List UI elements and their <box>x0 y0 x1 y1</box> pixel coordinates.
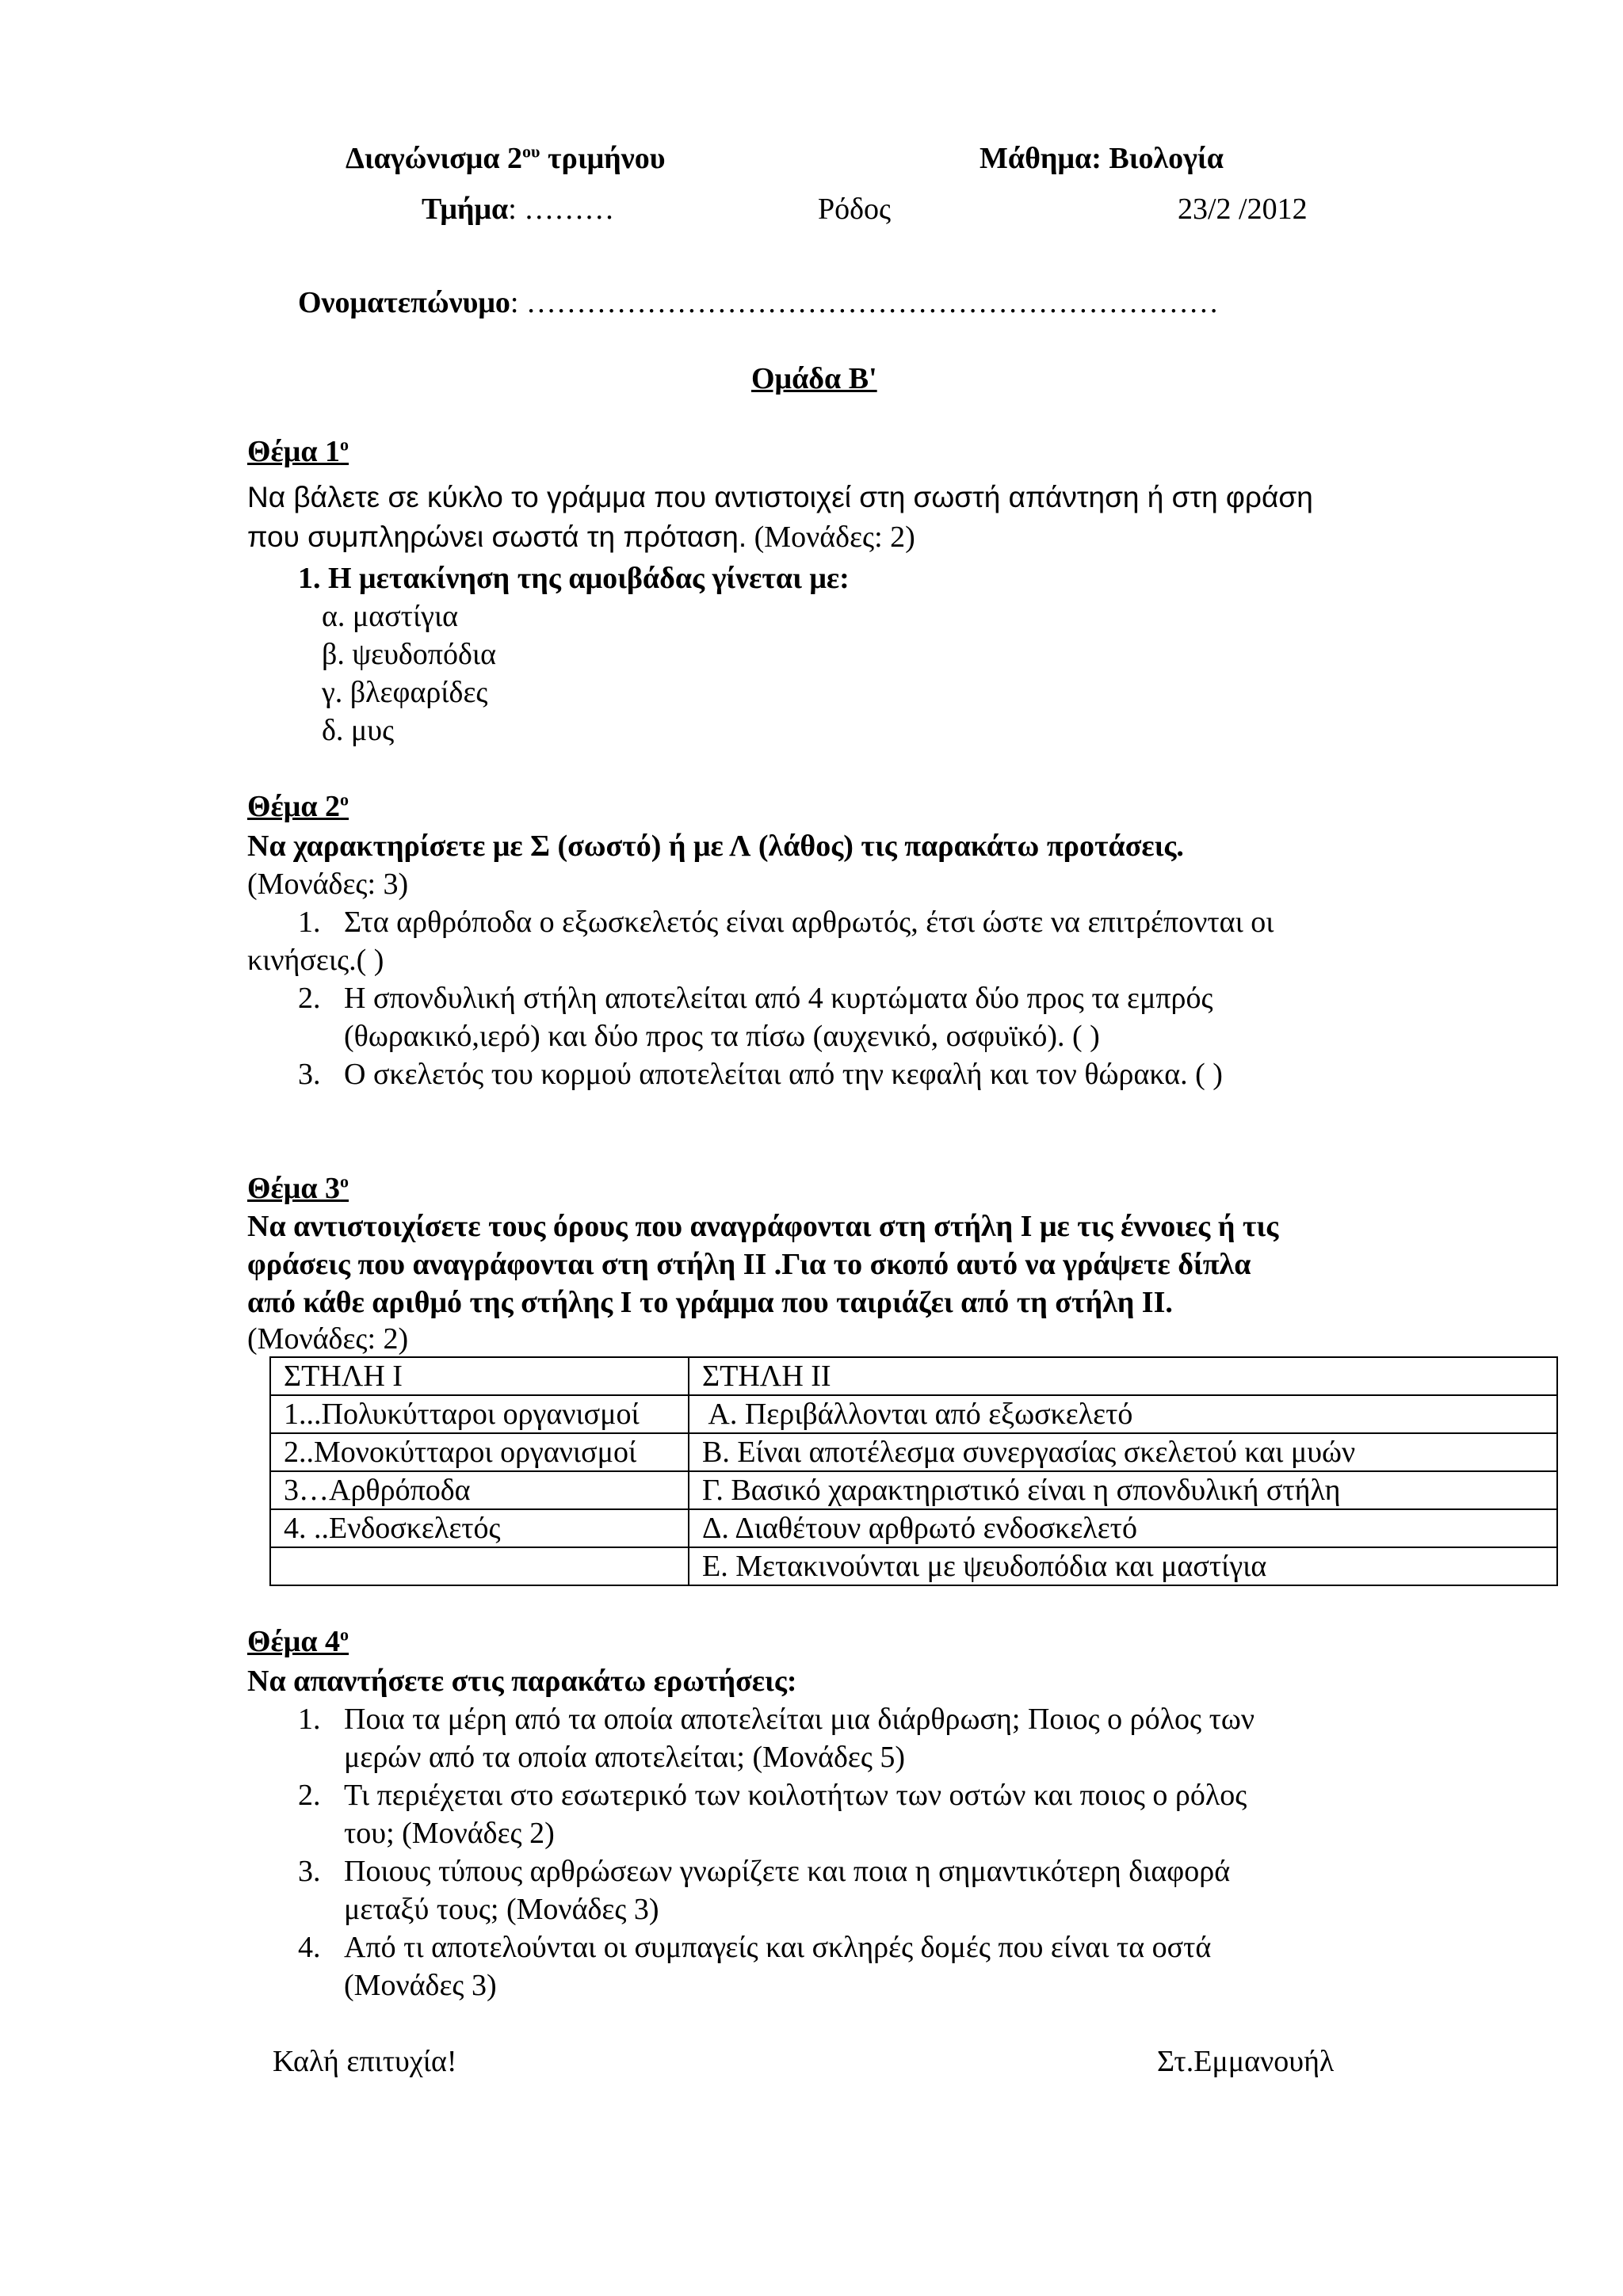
theme-4-item-4-line2: (Μονάδες 3) <box>344 1969 497 2002</box>
theme-4-item-3-num: 3. <box>298 1855 321 1888</box>
subject-label: Μάθημα: Βιολογία <box>980 142 1224 175</box>
table-cell: 4. ..Ενδοσκελετός <box>270 1509 689 1547</box>
table-row <box>270 1433 1557 1471</box>
theme-2-item-2-line1: Η σπονδυλική στήλη αποτελείται από 4 κυρτώματα δύο προς τα εμπρός <box>344 982 1213 1015</box>
table-cell: Γ. Βασικό χαρακτηριστικό είναι η σπονδυλική στήλη <box>689 1471 1557 1509</box>
theme-3-title: Θέμα $3^o$ <box>247 1171 349 1205</box>
place-label: Ρόδος <box>818 193 892 226</box>
theme-2-item-1-line2: κινήσεις.( ) <box>247 944 384 977</box>
theme-3-points: (Μονάδες: 2) <box>247 1322 409 1356</box>
theme-2-item-2-line2: (θωρακικό,ιερό) και δύο προς τα πίσω (αυχενικό, οσφυϊκό). ( ) <box>344 1020 1100 1053</box>
theme-1-question: 1. Η μετακίνηση της αμοιβάδας γίνεται με: <box>298 562 850 595</box>
theme-2-item-1-num: 1. <box>298 906 321 939</box>
theme-3-instruction-line3: από κάθε αριθμό της στήλης Ι το γράμμα που ταιριάζει από τη στήλη ΙΙ. <box>247 1286 1173 1319</box>
theme-4-item-2-line2: του; (Μονάδες 2) <box>344 1817 555 1850</box>
theme-4-title: Θέμα $4^o$ <box>247 1624 349 1658</box>
name-field: Ονοματεπώνυμο: …………………………………………………………… <box>298 286 1219 319</box>
table-cell <box>270 1547 689 1585</box>
class-field: Τμήμα: ……… <box>422 193 615 226</box>
theme-4-item-4-num: 4. <box>298 1931 321 1964</box>
theme-4-item-1-num: 1. <box>298 1703 321 1736</box>
theme-1-instruction-line1: Να βάλετε σε κύκλο το γράμμα που αντιστοιχεί στη σωστή απάντηση ή στη φράση <box>247 481 1313 513</box>
theme-2-item-3-num: 3. <box>298 1058 321 1091</box>
theme-4-item-4-line1: Από τι αποτελούνται οι συμπαγείς και σκληρές δομές που είναι τα οστά <box>344 1931 1212 1964</box>
theme-3-instruction-line1: Να αντιστοιχίσετε τους όρους που αναγράφονται στη στήλη Ι με τις έννοιες ή τις <box>247 1210 1279 1243</box>
column-2-header: ΣΤΗΛΗ ΙΙ <box>689 1357 1557 1395</box>
option-c: γ. βλεφαρίδες <box>322 676 488 709</box>
theme-2-item-3-line1: Ο σκελετός του κορμού αποτελείται από την κεφαλή και τον θώρακα. ( ) <box>344 1058 1223 1091</box>
option-b: β. ψευδοπόδια <box>322 638 497 671</box>
exam-date: 23/2 /2012 <box>1178 193 1308 226</box>
option-a: α. μαστίγια <box>322 600 459 633</box>
table-row <box>270 1357 1557 1395</box>
exam-title: Διαγώνισμα $2^{o\upsilon}$ τριμήνου <box>346 141 666 175</box>
table-cell: 2..Μονοκύτταροι οργανισμοί <box>270 1433 689 1471</box>
theme-2-title: Θέμα $2^o$ <box>247 789 349 823</box>
table-row <box>270 1395 1557 1433</box>
group-title: Ομάδα Β' <box>751 362 877 395</box>
theme-4-item-1-line2: μερών από τα οποία αποτελείται; (Μονάδες 5) <box>344 1741 906 1774</box>
theme-4-item-2-line1: Τι περιέχεται στο εσωτερικό των κοιλοτήτων των οστών και ποιος ο ρόλος <box>344 1779 1247 1812</box>
matching-table <box>269 1356 1558 1586</box>
table-cell: Ε. Μετακινούνται με ψευδοπόδια και μαστίγια <box>689 1547 1557 1585</box>
table-row <box>270 1547 1557 1585</box>
good-luck-text: Καλή επιτυχία! <box>273 2045 457 2078</box>
author-name: Στ.Εμμανουήλ <box>1157 2045 1335 2078</box>
option-d: δ. μυς <box>322 714 395 747</box>
theme-4-item-1-line1: Ποια τα μέρη από τα οποία αποτελείται μια διάρθρωση; Ποιος ο ρόλος των <box>344 1703 1255 1736</box>
table-cell: Δ. Διαθέτουν αρθρωτό ενδοσκελετό <box>689 1509 1557 1547</box>
table-row <box>270 1509 1557 1547</box>
theme-2-item-2-num: 2. <box>298 982 321 1015</box>
table-row <box>270 1471 1557 1509</box>
table-cell: Α. Περιβάλλονται από εξωσκελετό <box>689 1395 1557 1433</box>
theme-4-instruction: Να απαντήσετε στις παρακάτω ερωτήσεις: <box>247 1665 797 1698</box>
theme-1-title: Θέμα $1^o$ <box>247 434 349 468</box>
theme-1-instruction-line2: που συμπληρώνει σωστά τη πρόταση. (Μονάδες: 2) <box>247 521 915 554</box>
theme-4-item-3-line2: μεταξύ τους; (Μονάδες 3) <box>344 1893 659 1926</box>
table-cell: 3…Αρθρόποδα <box>270 1471 689 1509</box>
theme-3-instruction-line2: φράσεις που αναγράφονται στη στήλη ΙΙ .Για το σκοπό αυτό να γράψετε δίπλα <box>247 1248 1251 1281</box>
theme-2-item-1-line1: Στα αρθρόποδα ο εξωσκελετός είναι αρθρωτός, έτσι ώστε να επιτρέπονται οι <box>344 906 1274 939</box>
theme-4-item-2-num: 2. <box>298 1779 321 1812</box>
theme-2-points: (Μονάδες: 3) <box>247 868 409 901</box>
theme-2-instruction: Να χαρακτηρίσετε με Σ (σωστό) ή με Λ (λάθος) τις παρακάτω προτάσεις. <box>247 830 1184 863</box>
column-1-header: ΣΤΗΛΗ Ι <box>270 1357 689 1395</box>
theme-4-item-3-line1: Ποιους τύπους αρθρώσεων γνωρίζετε και ποια η σημαντικότερη διαφορά <box>344 1855 1231 1888</box>
table-cell: Β. Είναι αποτέλεσμα συνεργασίας σκελετού και μυών <box>689 1433 1557 1471</box>
table-cell: 1...Πολυκύτταροι οργανισμοί <box>270 1395 689 1433</box>
